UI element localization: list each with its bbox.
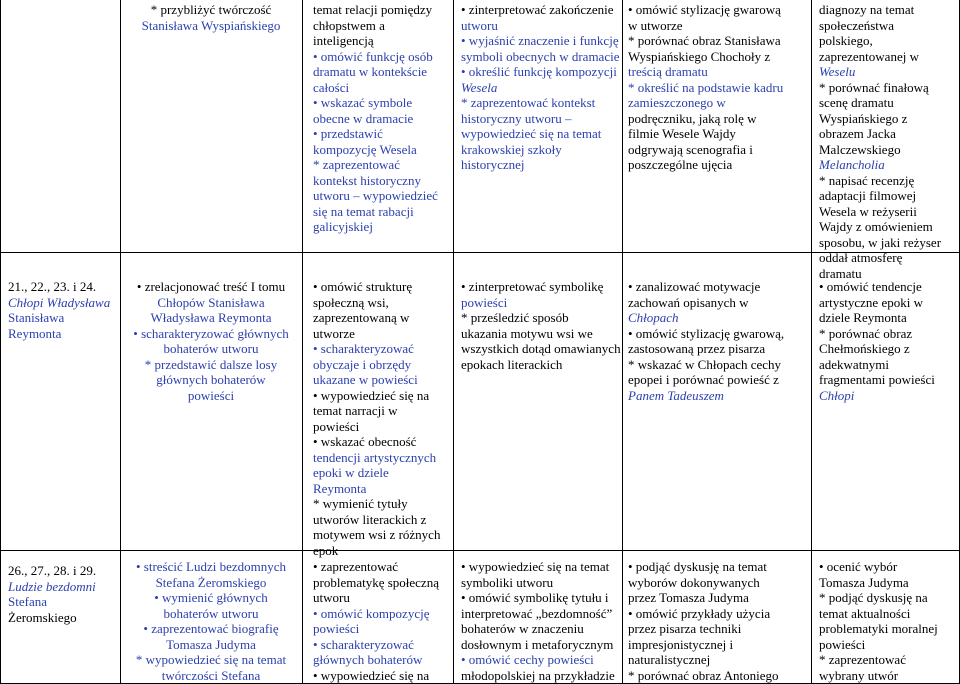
requirement-line: • omówić tendencje bbox=[819, 279, 922, 294]
row-divider bbox=[0, 252, 960, 253]
requirement-line: powieści bbox=[461, 294, 508, 310]
topic-author: Żeromskiego bbox=[8, 609, 77, 625]
requirements-cell bbox=[313, 2, 451, 235]
requirement-line: historyczny utworu – bbox=[461, 110, 572, 126]
requirement-line: • omówić symbolikę tytułu i bbox=[461, 590, 609, 605]
requirement-line: Malczewskiego bbox=[819, 141, 901, 157]
requirement-line: powieści bbox=[313, 418, 360, 434]
requirement-line: * wymienić tytuły bbox=[313, 496, 408, 511]
requirement-line: • zinterpretować symbolikę bbox=[461, 279, 604, 294]
requirement-line: * przedstawić dalsze losy bbox=[144, 356, 278, 372]
requirements-cell bbox=[628, 2, 810, 173]
requirement-line: • scharakteryzować głównych bbox=[133, 325, 289, 341]
requirement-line: Stefana Żeromskiego bbox=[155, 574, 267, 590]
requirement-line: temat relacji pomiędzy bbox=[313, 2, 433, 17]
column-divider bbox=[811, 0, 812, 684]
requirement-line: Melancholia bbox=[819, 157, 885, 172]
requirement-line: społeczną wsi, bbox=[313, 294, 389, 310]
requirement-line: dosłownym i metaforycznym bbox=[461, 636, 614, 652]
requirements-cell bbox=[121, 559, 301, 683]
requirement-line: * porównać obraz Stanisława bbox=[628, 33, 781, 48]
requirement-line: • wskazać obecność bbox=[313, 434, 417, 449]
requirement-line: problematyki moralnej bbox=[819, 621, 938, 636]
topic-title: Ludzie bezdomni bbox=[8, 578, 96, 594]
requirements-cell bbox=[461, 2, 621, 173]
requirement-line: • przedstawić bbox=[313, 126, 383, 141]
requirement-line: * napisać recenzję bbox=[819, 172, 915, 188]
requirement-line: * wskazać w Chłopach cechy bbox=[628, 356, 782, 372]
requirement-line: bohaterów utworu bbox=[163, 341, 259, 356]
requirement-line: impresjonistycznej i bbox=[628, 636, 734, 652]
row-divider bbox=[0, 550, 960, 551]
requirement-line: zaprezentowaną w bbox=[313, 310, 410, 325]
requirement-line: • scharakteryzować bbox=[313, 341, 414, 356]
column-divider bbox=[453, 0, 454, 684]
requirement-line: młodopolskiej na przykładzie bbox=[461, 667, 615, 683]
topic-author: Stefana bbox=[8, 594, 47, 609]
requirement-line: • omówić stylizację gwarową, bbox=[628, 325, 785, 341]
topic-cell-chlopi bbox=[8, 279, 118, 341]
requirements-cell bbox=[121, 2, 301, 33]
topic-number: 26., 27., 28. i 29. bbox=[8, 563, 97, 578]
requirement-line: treścią dramatu bbox=[628, 64, 708, 79]
requirement-line: * zaprezentować kontekst bbox=[461, 95, 596, 110]
requirement-line: epoki w dziele bbox=[313, 465, 389, 480]
requirements-cell bbox=[628, 559, 810, 683]
requirement-line: adekwatnymi bbox=[819, 356, 890, 372]
requirement-line: zastosowaną przez pisarza bbox=[628, 341, 766, 356]
requirement-line: polskiego, bbox=[819, 33, 873, 48]
requirement-line: * porównać finałową bbox=[819, 79, 929, 95]
requirement-line: obecne w dramacie bbox=[313, 110, 414, 126]
requirement-line: • zinterpretować zakończenie bbox=[461, 2, 614, 17]
requirement-line: głównych bohaterów bbox=[313, 652, 423, 667]
requirement-line: • ocenić wybór bbox=[819, 559, 898, 574]
requirement-line: Chłopi bbox=[819, 387, 855, 403]
requirement-line: kompozycję Wesela bbox=[313, 141, 417, 157]
requirement-line: • określić funkcję kompozycji bbox=[461, 64, 617, 79]
requirement-line: Wesela w reżyserii bbox=[819, 203, 917, 219]
requirement-line: głównych bohaterów bbox=[156, 372, 266, 387]
column-divider bbox=[302, 0, 303, 684]
requirement-line: • omówić stylizację gwarową bbox=[628, 2, 781, 17]
requirement-line: • streścić Ludzi bezdomnych bbox=[135, 559, 287, 574]
requirement-line: filmie Wesele Wajdy bbox=[628, 126, 736, 141]
requirement-line: powieści bbox=[819, 636, 866, 652]
requirement-line: ukazania motywu wsi we bbox=[461, 325, 593, 341]
requirements-cell bbox=[461, 279, 621, 372]
requirement-line: • zaprezentować bbox=[313, 559, 399, 574]
column-divider bbox=[0, 0, 1, 684]
requirement-line: fragmentami powieści bbox=[819, 372, 935, 387]
topic-author: Stanisława bbox=[8, 310, 65, 325]
requirement-line: historycznej bbox=[461, 157, 525, 172]
requirement-line: problematykę społeczną bbox=[313, 574, 439, 590]
requirement-line: Reymonta bbox=[313, 480, 367, 496]
topic-title: Chłopi Władysława bbox=[8, 294, 111, 310]
requirement-line: całości bbox=[313, 79, 350, 95]
requirement-line: zachowań opisanych w bbox=[628, 294, 749, 310]
requirement-line: przez pisarza techniki bbox=[628, 621, 742, 636]
requirement-line: • wyjaśnić znaczenie i funkcję bbox=[461, 33, 619, 48]
requirement-line: Chłopach bbox=[628, 310, 679, 325]
requirement-line: tendencji artystycznych bbox=[313, 449, 437, 465]
requirement-line: scenę dramatu bbox=[819, 95, 894, 110]
requirement-line: zaprezentowanej w bbox=[819, 48, 919, 64]
requirement-line: poszczególne ujęcia bbox=[628, 157, 733, 172]
requirement-line: * porównać obraz Antoniego bbox=[628, 667, 779, 683]
requirement-line: • wypowiedzieć się na temat bbox=[461, 559, 610, 574]
requirement-line: • zaprezentować biografię bbox=[143, 621, 279, 636]
requirement-line: obrazem Jacka bbox=[819, 126, 896, 141]
requirement-line: bohaterów w znaczeniu bbox=[461, 621, 584, 636]
requirements-cell bbox=[313, 279, 451, 558]
requirement-line: epok bbox=[313, 542, 339, 558]
requirement-line: Weselu bbox=[819, 64, 856, 79]
topic-cell-ludzie-bezdomni bbox=[8, 563, 118, 625]
requirement-line: utworu bbox=[313, 590, 350, 605]
requirement-line: • omówić strukturę bbox=[313, 279, 413, 294]
requirement-line: adaptacji filmowej bbox=[819, 188, 917, 203]
requirement-line: krakowskiej szkoły bbox=[461, 141, 562, 157]
requirement-line: galicyjskiej bbox=[313, 219, 373, 234]
requirement-line: utworu – wypowiedzieć bbox=[313, 188, 438, 203]
requirement-line: epokach literackich bbox=[461, 356, 563, 372]
requirement-line: • zanalizować motywacje bbox=[628, 279, 761, 294]
requirement-line: powieści bbox=[187, 387, 235, 403]
requirement-line: • podjąć dyskusję na temat bbox=[628, 559, 767, 574]
requirement-line: temat aktualności bbox=[819, 605, 911, 621]
requirement-line: interpretować „bezdomność” bbox=[461, 605, 613, 621]
requirement-line: w utworze bbox=[628, 17, 683, 33]
requirement-line: • wymienić głównych bbox=[154, 590, 268, 605]
requirement-line: * przybliżyć twórczość bbox=[150, 2, 272, 17]
topic-author: Reymonta bbox=[8, 325, 62, 341]
requirement-line: * prześledzić sposób bbox=[461, 310, 569, 325]
requirement-line: dramatu w kontekście bbox=[313, 64, 428, 79]
requirement-line: chłopstwem a bbox=[313, 17, 385, 33]
requirement-line: diagnozy na temat bbox=[819, 2, 915, 17]
requirement-line: * porównać obraz bbox=[819, 325, 913, 341]
requirement-line: naturalistycznej bbox=[628, 652, 711, 667]
requirement-line: utworów literackich z bbox=[313, 511, 427, 527]
requirement-line: dramatu bbox=[819, 265, 862, 281]
requirements-cell bbox=[313, 559, 451, 683]
requirement-line: * zaprezentować bbox=[313, 157, 400, 172]
requirement-line: przez Tomasza Judyma bbox=[628, 590, 749, 605]
requirement-line: * określić na podstawie kadru bbox=[628, 79, 784, 95]
requirement-line: • wypowiedzieć się na bbox=[313, 387, 430, 403]
requirement-line: sposobu, w jaki reżyser bbox=[819, 234, 942, 250]
requirement-line: ukazane w powieści bbox=[313, 372, 418, 387]
requirement-line: odgrywają scenografia i bbox=[628, 141, 753, 157]
requirement-line: epopei i porównać powieść z bbox=[628, 372, 779, 387]
requirement-line: • scharakteryzować bbox=[313, 636, 414, 652]
requirement-line: • wypowiedzieć się na bbox=[313, 667, 430, 683]
requirement-line: Wajdy z omówieniem bbox=[819, 219, 933, 234]
requirement-line: Chełmońskiego z bbox=[819, 341, 910, 356]
requirement-line: * podjąć dyskusję na bbox=[819, 590, 928, 605]
requirement-line: Chłopów Stanisława bbox=[157, 294, 265, 310]
requirement-line: • omówić funkcję osób bbox=[313, 48, 433, 64]
requirement-line: wypowiedzieć się na temat bbox=[461, 126, 602, 141]
requirements-cell bbox=[628, 279, 810, 403]
requirement-line: Tomasza Judyma bbox=[819, 574, 909, 590]
requirement-line: powieści bbox=[313, 621, 360, 636]
requirements-cell bbox=[819, 559, 959, 683]
topic-number: 21., 22., 23. i 24. bbox=[8, 279, 97, 294]
requirement-line: motywem wsi z różnych bbox=[313, 527, 441, 542]
requirements-cell bbox=[121, 279, 301, 403]
requirement-line: Tomasza Judyma bbox=[166, 636, 256, 652]
requirement-line: symboliki utworu bbox=[461, 574, 554, 590]
requirement-line: podręczniku, jaką rolę w bbox=[628, 110, 757, 126]
requirements-cell bbox=[819, 279, 959, 403]
requirement-line: obyczaje i obrzędy bbox=[313, 356, 412, 372]
requirement-line: utworu bbox=[461, 17, 498, 33]
requirement-line: inteligencją bbox=[313, 33, 374, 48]
requirement-line: Wyspiańskiego Chochoły z bbox=[628, 48, 771, 64]
requirement-line: Wesela bbox=[461, 79, 498, 95]
requirement-line: Panem Tadeuszem bbox=[628, 387, 724, 403]
requirement-line: wybrany utwór bbox=[819, 667, 899, 683]
requirement-line: * zaprezentować bbox=[819, 652, 906, 667]
requirements-cell bbox=[819, 2, 959, 281]
requirement-line: • omówić cechy powieści bbox=[461, 652, 594, 667]
requirement-line: się na temat rabacji bbox=[313, 203, 414, 219]
requirement-line: oddał atmosferę bbox=[819, 250, 903, 265]
requirement-line: twórczości Stefana bbox=[161, 667, 261, 683]
requirement-line: wszystkich dotąd omawianych bbox=[461, 341, 621, 356]
requirement-line: wyborów dokonywanych bbox=[628, 574, 760, 590]
requirement-line: Stanisława Wyspiańskiego bbox=[141, 17, 281, 33]
requirement-line: artystyczne epoki w bbox=[819, 294, 923, 310]
requirement-line: dziele Reymonta bbox=[819, 310, 907, 325]
requirement-line: • zrelacjonować treść I tomu bbox=[136, 279, 286, 294]
requirement-line: zamieszczonego w bbox=[628, 95, 726, 110]
requirement-line: • omówić przykłady użycia bbox=[628, 605, 771, 621]
requirements-cell bbox=[461, 559, 621, 683]
requirement-line: utworze bbox=[313, 325, 355, 341]
requirement-line: Władysława Reymonta bbox=[150, 310, 272, 325]
requirement-line: * wypowiedzieć się na temat bbox=[135, 652, 287, 667]
requirement-line: kontekst historyczny bbox=[313, 172, 421, 188]
requirement-line: • omówić kompozycję bbox=[313, 605, 430, 621]
requirement-line: temat narracji w bbox=[313, 403, 398, 418]
requirement-line: bohaterów utworu bbox=[163, 605, 259, 621]
column-divider bbox=[622, 0, 623, 684]
requirement-line: • wskazać symbole bbox=[313, 95, 413, 110]
requirement-line: społeczeństwa bbox=[819, 17, 895, 33]
requirement-line: Wyspiańskiego z bbox=[819, 110, 908, 126]
requirement-line: symboli obecnych w dramacie bbox=[461, 48, 620, 64]
